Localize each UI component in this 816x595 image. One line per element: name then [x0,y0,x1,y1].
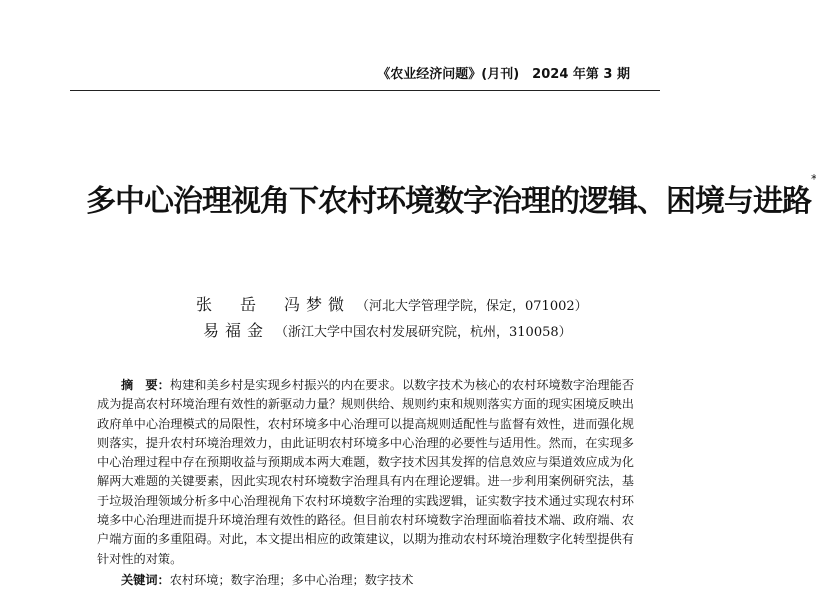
author-line-2 [203,318,572,341]
author-affiliation-2: （浙江大学中国农村发展研究院，杭州，310058） [275,325,572,340]
abstract-label: 摘 要： [121,378,170,392]
abstract [97,376,634,569]
header-rule [70,90,660,91]
keywords-label: 关键词： [121,573,170,587]
author-names-2: 易福金 [203,321,270,340]
keywords [121,571,414,588]
journal-header: 《农业经济问题》(月刊) 2024 年第 3 期 [377,67,630,82]
abstract-text: 构建和美乡村是实现乡村振兴的内在要求。以数字技术为核心的农村环境数字治理能否成为提高农村环境治理有效性的新驱动力量？规则供给、规则约束和规则落实方面的现实困境反映出政府单中心治理模式的局限性，农村环境多中心治理可以提高规则适配性与监督有效性，进而强化规则落实，提升农村环境治理效力，由此证明农村环境多中心治理的必要性与适用性。然而，在实现多中心治理过程中存在预期收益与预期成本两大难题，数字技术因其发挥的信息效应与渠道效应成为化解两大难题的关键要素，因此实现农村环境数字治理具有内在理论逻辑。进一步利用案例研究法，基于垃圾治理领域分析多中心治理视角下农村环境数字治理的实践逻辑，证实数字技术通过实现农村环境多中心治理进而提升环境治理有效性的路径。但目前农村环境数字治理面临着技术端、政府端、农户端方面的多重阻碍。对此，本文提出相应的政策建议，以期为推动农村环境治理数字化转型提供有针对性的对策。 [97,378,635,566]
title-footnote-mark[interactable]: * [811,172,816,186]
author-names-1: 张 岳 冯梦微 [196,295,351,314]
author-affiliation-1: （河北大学管理学院，保定，071002） [356,299,588,314]
keywords-text: 农村环境；数字治理；多中心治理；数字技术 [169,573,414,587]
paper-title [86,172,816,220]
author-line-1 [196,292,588,315]
title-text: 多中心治理视角下农村环境数字治理的逻辑、困境与进路 [86,184,811,219]
